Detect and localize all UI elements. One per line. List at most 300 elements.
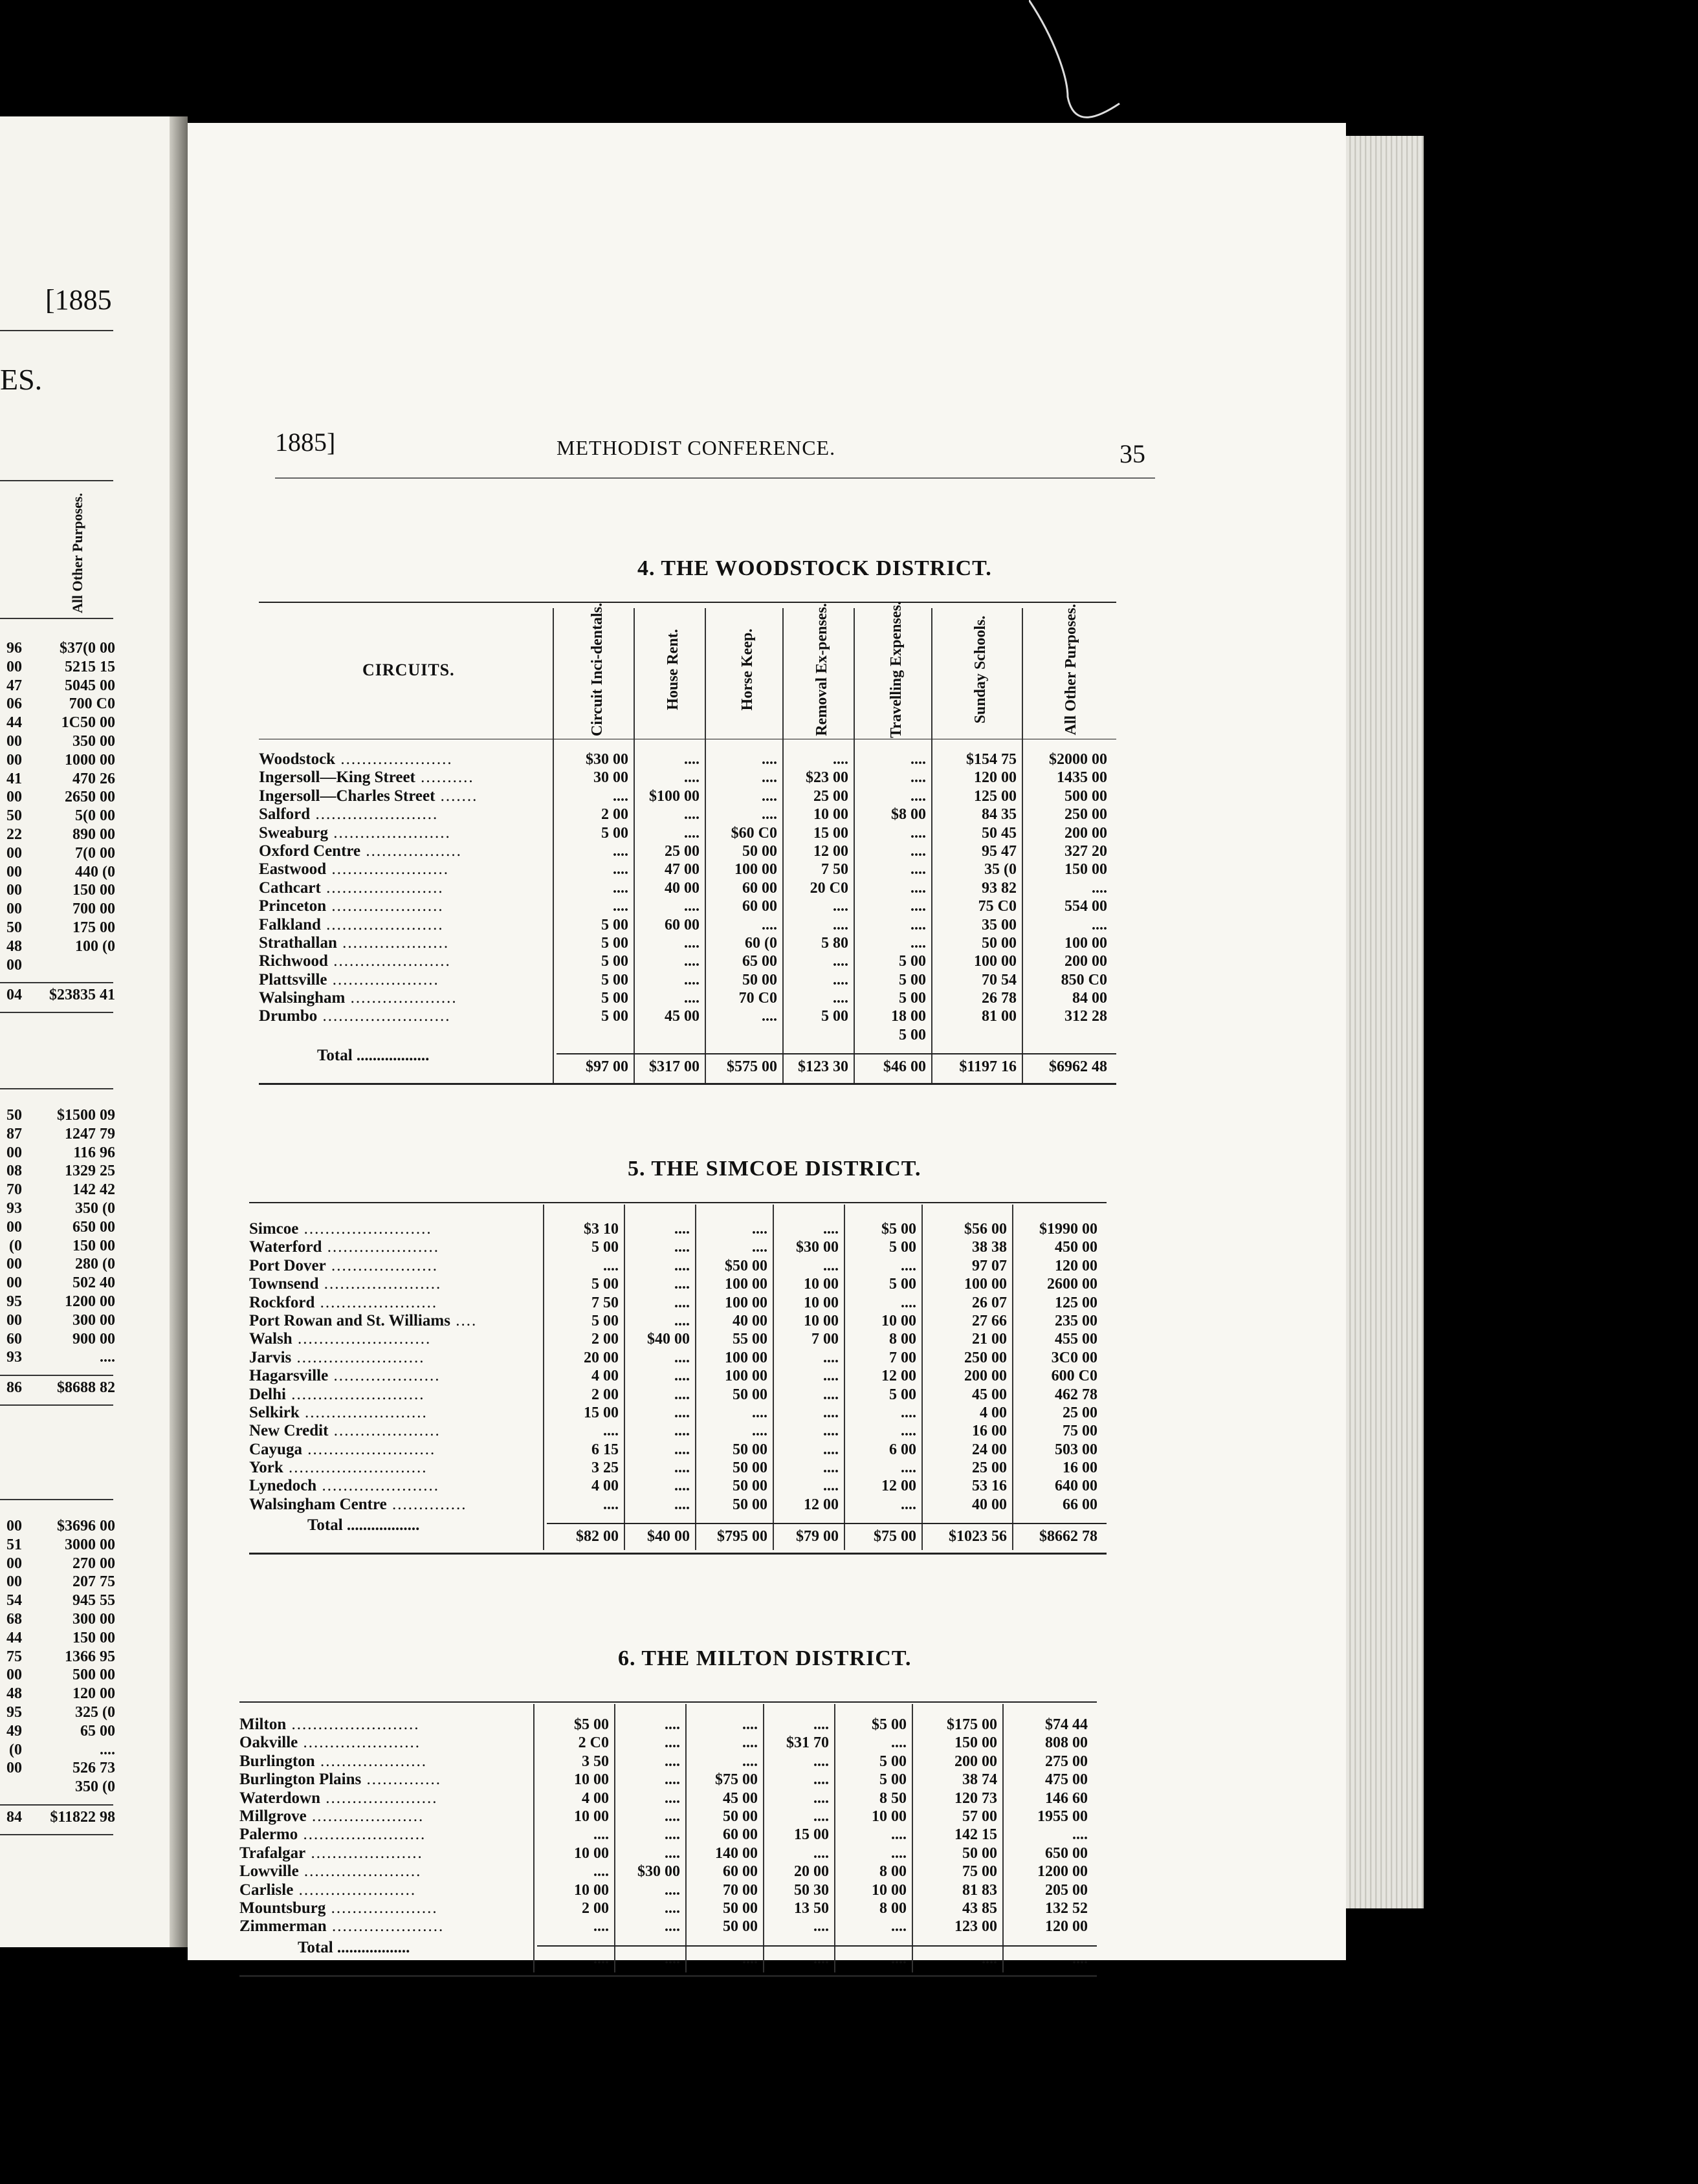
circuit-name: [249, 1386, 539, 1404]
value-cell: ....: [665, 1753, 680, 1770]
value-cell: 8 00: [889, 1331, 916, 1348]
left-value-cell: 300 00: [72, 1610, 115, 1628]
value-cell: 100 00: [974, 953, 1017, 970]
value-cell: 40 00: [665, 879, 700, 897]
value-cell: $50 00: [725, 1257, 767, 1274]
value-cell: ....: [752, 1239, 767, 1256]
left-value-cell: 00: [6, 1760, 22, 1777]
circuit-name: [249, 1312, 539, 1330]
value-cell: ....: [762, 1008, 777, 1025]
value-cell: $74 44: [1045, 1716, 1088, 1733]
value-cell: ....: [665, 1734, 680, 1752]
left-table-bottom-rule: [0, 1834, 113, 1835]
circuit-name: [239, 1753, 529, 1771]
circuit-label: Drumbo: [259, 1007, 318, 1025]
value-cell: 5 00: [601, 990, 628, 1007]
table-bottom-rule: [249, 1553, 1107, 1555]
value-cell: 4 00: [591, 1478, 619, 1495]
total-label: Total ..................: [317, 1047, 430, 1065]
value-cell: 40 00: [972, 1496, 1007, 1513]
circuit-label: York: [249, 1459, 283, 1477]
left-table-bottom-rule: [0, 1404, 113, 1406]
left-total-fragment: 04: [6, 987, 22, 1004]
value-cell: 50 00: [733, 1441, 767, 1458]
value-column: [838, 1716, 907, 1936]
leader-dots: .....................: [322, 1238, 439, 1256]
value-cell: 850 C0: [1061, 971, 1107, 988]
value-cell: 5 00: [821, 1008, 848, 1025]
value-cell: 5 00: [591, 1276, 619, 1293]
left-value-cell: 49: [6, 1722, 22, 1740]
value-cell: 70 54: [982, 971, 1017, 988]
value-cell: 25 00: [1063, 1404, 1097, 1421]
header-year: 1885]: [275, 428, 336, 457]
value-cell: 60 (0: [745, 934, 777, 952]
value-cell: 100 00: [1064, 934, 1107, 952]
left-value-cell: 100 (0: [75, 937, 115, 955]
left-value-cell: 00: [6, 1518, 22, 1534]
total-value: $97 00: [586, 1058, 628, 1076]
value-cell: ....: [901, 1257, 916, 1274]
value-cell: 250 00: [1064, 806, 1107, 824]
value-cell: 100 00: [725, 1368, 767, 1385]
value-cell: 15 00: [584, 1404, 619, 1421]
circuit-name: [259, 934, 549, 952]
total-value: ....: [665, 1950, 680, 1967]
value-cell: 554 00: [1064, 898, 1107, 915]
left-value-cell: 5045 00: [65, 677, 115, 694]
circuit-label: Delhi: [249, 1385, 286, 1403]
leader-dots: .....................: [305, 1844, 423, 1862]
circuit-label: Falkland: [259, 915, 321, 934]
leader-dots: .....................: [326, 897, 444, 915]
circuit-name: [249, 1349, 539, 1367]
circuit-label: Zimmerman: [239, 1917, 327, 1936]
column-rule: [634, 608, 635, 1084]
value-cell: 10 00: [804, 1312, 839, 1329]
value-column: [628, 1220, 690, 1514]
value-cell: ....: [910, 934, 926, 952]
value-cell: 84 00: [1072, 990, 1107, 1007]
value-column: [777, 1220, 839, 1514]
value-cell: 10 00: [574, 1807, 609, 1825]
value-cell: 16 00: [1063, 1459, 1097, 1477]
leader-dots: ....................: [328, 1367, 441, 1385]
value-cell: 125 00: [974, 787, 1017, 805]
column-header-label: House Rent.: [665, 629, 681, 710]
circuit-name: [239, 1899, 529, 1917]
left-value-cell: 00: [6, 1274, 22, 1292]
value-cell: 15 00: [813, 824, 848, 842]
circuit-names: [239, 1716, 529, 1936]
value-cell: ....: [813, 1753, 829, 1770]
value-cell: ....: [684, 806, 700, 824]
column-rule: [854, 608, 855, 1084]
value-cell: ....: [901, 1294, 916, 1311]
total-value: $8662 78: [1039, 1528, 1097, 1545]
circuit-name: [259, 952, 549, 970]
table-top-rule: [249, 1202, 1107, 1203]
column-rule: [1022, 608, 1023, 1084]
value-cell: 5 00: [889, 1239, 916, 1256]
left-value-cell: 440 (0: [75, 863, 115, 880]
value-cell: 205 00: [1045, 1881, 1088, 1899]
left-value-cell: 175 00: [72, 919, 115, 936]
leader-dots: ..........................: [283, 1459, 428, 1477]
value-cell: 5 00: [601, 971, 628, 988]
circuit-label: Ingersoll—King Street: [259, 769, 415, 787]
value-cell: 81 83: [962, 1881, 997, 1899]
value-cell: 5 00: [591, 1312, 619, 1329]
column-header: [935, 608, 1026, 731]
value-cell: ....: [813, 1844, 829, 1862]
circuit-name: [249, 1238, 539, 1256]
value-cell: 55 00: [733, 1331, 767, 1348]
circuit-name: [249, 1257, 539, 1275]
left-value-cell: 00: [6, 1666, 22, 1684]
value-cell: ....: [674, 1459, 690, 1477]
value-cell: ....: [674, 1441, 690, 1458]
circuit-label: Cayuga: [249, 1440, 302, 1458]
left-value-cell: 60: [6, 1330, 22, 1348]
left-value-cell: 00: [6, 882, 22, 899]
value-cell: ....: [823, 1368, 839, 1385]
circuit-names: [249, 1220, 539, 1514]
column-header-label: All Other Purposes.: [1063, 604, 1079, 736]
left-value-cell: 700 C0: [69, 695, 115, 713]
value-cell: ....: [1092, 916, 1107, 934]
value-cell: 500 00: [1064, 787, 1107, 805]
value-cell: 57 00: [962, 1807, 997, 1825]
circuit-label: Princeton: [259, 897, 327, 915]
left-table-top-rule: [0, 480, 113, 481]
left-value-cell: 120 00: [72, 1685, 115, 1703]
value-cell: ....: [613, 842, 628, 860]
value-cell: 45 00: [723, 1789, 758, 1807]
value-cell: 20 00: [584, 1349, 619, 1366]
value-cell: 2600 00: [1047, 1276, 1097, 1293]
value-column: [618, 1716, 680, 1936]
value-cell: 50 30: [794, 1881, 829, 1899]
value-cell: ....: [742, 1734, 758, 1752]
value-cell: ....: [684, 953, 700, 970]
value-cell: ....: [674, 1276, 690, 1293]
leader-dots: ....................: [336, 934, 450, 952]
value-cell: 50 00: [733, 1496, 767, 1513]
value-cell: ....: [823, 1404, 839, 1421]
value-cell: 5 00: [899, 990, 926, 1007]
value-cell: $8 00: [891, 806, 926, 824]
value-cell: $175 00: [947, 1716, 997, 1733]
value-column: [1006, 1716, 1088, 1936]
value-cell: 2 00: [591, 1331, 619, 1348]
value-cell: ....: [613, 861, 628, 879]
left-all-other-column: [31, 1517, 115, 1796]
circuit-label: Waterford: [249, 1238, 322, 1256]
left-value-cell: 47: [6, 677, 22, 694]
value-cell: 5 00: [889, 1386, 916, 1403]
value-cell: 65 00: [742, 953, 777, 970]
value-cell: ....: [613, 879, 628, 897]
leader-dots: ......................: [320, 879, 444, 897]
value-cell: ....: [833, 990, 848, 1007]
value-cell: ....: [910, 769, 926, 787]
value-cell: 75 00: [1063, 1423, 1097, 1440]
circuit-name: [249, 1477, 539, 1495]
left-value-cell: 650 00: [72, 1218, 115, 1236]
value-cell: 60 00: [723, 1826, 758, 1844]
leader-dots: ......................: [327, 824, 451, 842]
circuit-label: Burlington: [239, 1752, 315, 1770]
value-cell: $60 C0: [731, 824, 777, 842]
leader-dots: .......................: [298, 1826, 426, 1844]
value-cell: 10 00: [804, 1294, 839, 1311]
left-value-cell: 50: [6, 807, 22, 825]
value-cell: 1200 00: [1037, 1863, 1088, 1881]
value-cell: ....: [833, 751, 848, 768]
circuit-label: Carlisle: [239, 1881, 294, 1899]
leader-dots: ....................: [328, 1422, 441, 1440]
value-cell: ....: [665, 1716, 680, 1733]
table-bottom-rule: [259, 1083, 1116, 1085]
left-value-cell: 270 00: [72, 1555, 115, 1572]
leader-dots: .....................: [306, 1807, 424, 1825]
value-column: [935, 750, 1017, 1026]
value-cell: ....: [674, 1221, 690, 1238]
left-total-value: $11822 98: [50, 1809, 115, 1826]
value-cell: ....: [674, 1239, 690, 1256]
column-rule: [834, 1704, 835, 1972]
value-cell: 200 00: [964, 1368, 1007, 1385]
value-cell: ....: [613, 787, 628, 805]
value-cell: ....: [684, 824, 700, 842]
left-value-cell: 65 00: [80, 1722, 115, 1740]
left-value-cell: 1000 00: [65, 751, 115, 769]
left-value-cell: 00: [6, 1218, 22, 1236]
value-cell: ....: [813, 1789, 829, 1807]
column-rule: [1002, 1704, 1004, 1972]
circuit-label: Cathcart: [259, 879, 321, 897]
left-value-cell: 87: [6, 1125, 22, 1142]
value-column: [637, 750, 700, 1026]
value-cell: 2 00: [591, 1386, 619, 1403]
value-cell: ....: [752, 1423, 767, 1440]
total-value: $46 00: [883, 1058, 926, 1076]
district-table: [259, 602, 1116, 1086]
value-cell: 8 50: [879, 1789, 907, 1807]
value-cell: 12 00: [804, 1496, 839, 1513]
value-cell: 100 00: [725, 1276, 767, 1293]
value-cell: ....: [762, 806, 777, 824]
total-value: $40 00: [647, 1528, 690, 1545]
value-cell: ....: [593, 1918, 609, 1936]
value-cell: ....: [665, 1789, 680, 1807]
column-header-label: Removal Ex-penses.: [813, 603, 830, 736]
circuit-name: [259, 916, 549, 934]
circuit-name: [239, 1917, 529, 1936]
value-cell: 50 00: [982, 934, 1017, 952]
circuits-column-header: CIRCUITS.: [362, 661, 455, 679]
left-value-cell: 00: [6, 901, 22, 918]
value-cell: 50 00: [723, 1807, 758, 1825]
left-value-cell: ....: [100, 1741, 115, 1758]
total-value: $123 30: [798, 1058, 848, 1076]
leader-dots: .......................: [310, 805, 439, 824]
value-cell: ....: [823, 1349, 839, 1366]
total-value: ....: [1072, 1950, 1088, 1967]
left-value-cell: 142 42: [72, 1181, 115, 1199]
value-cell: 7 00: [889, 1349, 916, 1366]
value-cell: ....: [910, 861, 926, 879]
left-value-cell: 95: [6, 1293, 22, 1310]
district-title: 5. THE SIMCOE DISTRICT.: [628, 1157, 921, 1181]
circuit-label: Walsh: [249, 1330, 292, 1348]
page-number: 35: [1119, 439, 1145, 468]
value-column: [547, 1220, 619, 1514]
circuit-label: Trafalgar: [239, 1844, 306, 1862]
column-rule: [931, 608, 932, 1084]
value-cell: ....: [910, 916, 926, 934]
circuit-label: Jarvis: [249, 1348, 292, 1366]
left-value-cell: 350 (0: [75, 1778, 115, 1796]
district-title: 6. THE MILTON DISTRICT.: [618, 1646, 912, 1670]
left-value-cell: 890 00: [72, 825, 115, 843]
column-rule: [773, 1205, 774, 1550]
column-rule: [782, 608, 784, 1084]
value-cell: 8 00: [879, 1899, 907, 1917]
value-column: [916, 1716, 997, 1936]
value-cell: 123 00: [954, 1918, 997, 1936]
value-cell: 20 00: [794, 1863, 829, 1881]
circuit-label: Lowville: [239, 1862, 299, 1881]
circuit-name: [249, 1367, 539, 1385]
value-cell: ....: [823, 1221, 839, 1238]
circuit-name: [249, 1441, 539, 1459]
value-cell: 13 50: [794, 1899, 829, 1917]
value-cell: ....: [674, 1368, 690, 1385]
value-cell: 5 80: [821, 934, 848, 952]
value-cell: 30 00: [593, 769, 628, 787]
value-cell: 81 00: [982, 1008, 1017, 1025]
circuit-name: [259, 824, 549, 842]
column-rule: [685, 1704, 687, 1972]
value-cell: 27 66: [972, 1312, 1007, 1329]
value-cell: 12 00: [881, 1478, 916, 1495]
value-cell: 462 78: [1055, 1386, 1097, 1403]
column-rule: [844, 1205, 845, 1550]
page-edges: [1346, 136, 1424, 1908]
left-value-cell: 70: [6, 1181, 22, 1199]
left-value-cell: 00: [6, 751, 22, 769]
left-value-cell: 280 (0: [75, 1256, 115, 1273]
leader-dots: ..................: [360, 842, 462, 860]
leader-dots: ......................: [314, 1293, 438, 1311]
circuit-name: [249, 1220, 539, 1238]
circuit-name: [259, 989, 549, 1007]
left-value-cell: 150 00: [72, 1629, 115, 1646]
value-cell: ....: [674, 1404, 690, 1421]
left-value-cell: 54: [6, 1592, 22, 1610]
value-cell: 312 28: [1064, 1008, 1107, 1025]
leader-dots: ......................: [320, 915, 444, 934]
value-cell: ....: [891, 1844, 907, 1862]
left-value-cell: 00: [6, 1144, 22, 1161]
left-value-cell: 500 00: [72, 1666, 115, 1684]
circuit-label: Hagarsville: [249, 1367, 329, 1385]
column-header: [637, 608, 709, 731]
column-rule: [624, 1205, 625, 1550]
total-value: $82 00: [576, 1528, 619, 1545]
value-cell: 10 00: [574, 1844, 609, 1862]
value-cell: 275 00: [1045, 1753, 1088, 1770]
leader-dots: .....................: [335, 750, 453, 768]
left-column-fragment: [0, 639, 22, 974]
left-value-cell: 5215 15: [65, 658, 115, 675]
left-value-cell: 1329 25: [65, 1163, 115, 1180]
left-value-cell: 325 (0: [75, 1703, 115, 1721]
leader-dots: ....................: [325, 1899, 438, 1917]
leader-dots: ......................: [298, 1734, 421, 1752]
value-cell: 475 00: [1045, 1771, 1088, 1789]
value-cell: 38 38: [972, 1239, 1007, 1256]
value-cell: 50 00: [733, 1459, 767, 1477]
value-cell: ....: [684, 751, 700, 768]
left-value-cell: 300 00: [72, 1311, 115, 1329]
value-cell: $30 00: [586, 751, 628, 768]
circuit-name: [239, 1734, 529, 1752]
left-value-cell: 2650 00: [65, 789, 115, 806]
value-cell: ....: [833, 971, 848, 988]
value-column: [699, 1220, 767, 1514]
left-value-cell: 00: [6, 1256, 22, 1273]
value-cell: 20 C0: [810, 879, 848, 897]
left-value-cell: 50: [6, 1107, 22, 1124]
leader-dots: ....................: [345, 989, 458, 1007]
value-cell: ....: [901, 1496, 916, 1513]
value-cell: 5 00: [601, 934, 628, 952]
value-cell: ....: [674, 1496, 690, 1513]
column-rule: [921, 1205, 923, 1550]
left-value-cell: 44: [6, 714, 22, 732]
value-cell: 125 00: [1055, 1294, 1097, 1311]
value-cell: $5 00: [574, 1716, 609, 1733]
left-value-cell: 93: [6, 1349, 22, 1366]
left-value-cell: 1C50 00: [61, 714, 115, 732]
leader-dots: ........................: [291, 1348, 425, 1366]
value-cell: 150 00: [1064, 861, 1107, 879]
value-cell: 4 00: [582, 1789, 609, 1807]
circuit-name: [259, 879, 549, 897]
value-cell: 60 00: [742, 879, 777, 897]
circuit-label: Simcoe: [249, 1220, 299, 1238]
value-cell: ....: [823, 1386, 839, 1403]
value-cell: ....: [910, 842, 926, 860]
value-cell: 16 00: [972, 1423, 1007, 1440]
circuit-label: Millgrove: [239, 1807, 307, 1825]
total-value: $795 00: [717, 1528, 767, 1545]
value-cell: ....: [593, 1826, 609, 1844]
value-cell: $154 75: [966, 751, 1017, 768]
value-column: [767, 1716, 829, 1936]
value-cell: 1955 00: [1037, 1807, 1088, 1825]
column-rule: [763, 1704, 764, 1972]
left-value-cell: 22: [6, 825, 22, 843]
district-table: [239, 1701, 1097, 1978]
value-cell: 5 00: [879, 1771, 907, 1789]
value-cell: ....: [665, 1807, 680, 1825]
left-value-cell: 470 26: [72, 770, 115, 787]
circuit-name: [259, 769, 549, 787]
